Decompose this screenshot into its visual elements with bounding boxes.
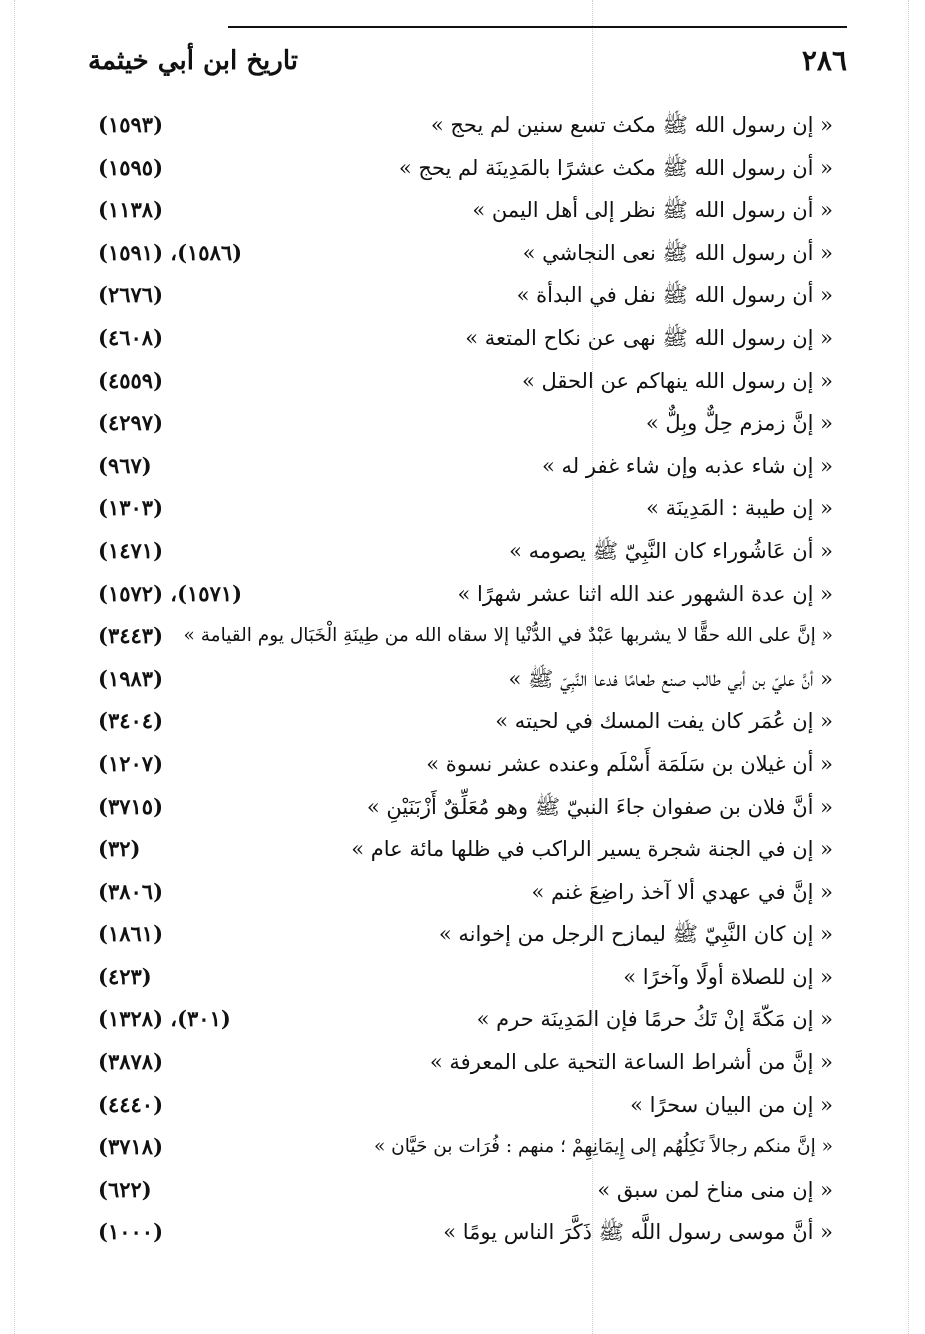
hadith-incipit: « إنَّ على الله حقًّا لا يشربها عَبْدٌ في الدُّنْيا إلا سقاه الله من طِينَةِ الْخَبَال يوم القيامة » — [183, 625, 833, 647]
entry-reference-number: (١٨٦١) — [98, 921, 163, 947]
entry-reference-number: (٤٢٣) — [98, 963, 152, 989]
index-entry — [0, 360, 925, 403]
hadith-incipit: « إن مَكّةَ إنْ تَكُ حرمًا فإن المَدِينَة حرم » — [476, 1007, 833, 1032]
entry-reference-number: (٦٢٢) — [98, 1176, 152, 1202]
hadith-incipit: « إن كان النَّبِيّ ﷺ ليمازح الرجل من إخوانه » — [438, 922, 833, 947]
index-entry — [0, 274, 925, 317]
entry-reference-number: (١٢٠٧) — [98, 750, 163, 776]
entry-reference-number: (٣٢) — [98, 836, 141, 862]
hadith-incipit: « أن رسول الله ﷺ نفل في البدأة » — [516, 283, 833, 308]
hadith-incipit: « إنَّ زمزم حِلٌّ وبِلٌّ » — [645, 411, 833, 436]
hadith-incipit: « أن رسول الله ﷺ مكث عشرًا بالمَدِينَة لم يحج » — [398, 155, 833, 180]
entry-reference-number: (٣٤٠٤) — [98, 708, 163, 734]
entry-reference-number: (٢٦٧٦) — [98, 282, 163, 308]
entry-reference-number: (٤٥٥٩) — [98, 367, 163, 393]
index-entry — [0, 786, 925, 829]
entry-reference-number: (١٣٠٣) — [98, 495, 163, 521]
index-entry — [0, 573, 925, 616]
page-number: ٢٨٦ — [801, 44, 847, 77]
index-entry — [0, 956, 925, 999]
entry-reference-number: (٣٧١٨) — [98, 1134, 163, 1160]
hadith-incipit: « إن من البيان سحرًا » — [630, 1092, 833, 1117]
index-entry — [0, 104, 925, 147]
index-entry — [0, 189, 925, 232]
entry-reference-number: (٤٢٩٧) — [98, 410, 163, 436]
entry-reference-number: (١٥٩٥) — [98, 154, 163, 180]
entry-reference-number: (٩٦٧) — [98, 452, 152, 478]
hadith-incipit: « أن رسول الله ﷺ نعى النجاشي » — [522, 240, 833, 265]
index-entry — [0, 615, 925, 658]
index-entry — [0, 871, 925, 914]
entry-reference-number: (٣٨٧٨) — [98, 1049, 163, 1075]
index-entry — [0, 232, 925, 275]
entry-reference-number: (١٥٨٦)، (١٥٩١) — [98, 239, 243, 265]
index-entry — [0, 913, 925, 956]
header-rule — [228, 26, 847, 28]
hadith-incipit: « إن عُمَر كان يفت المسك في لحيته » — [495, 709, 833, 734]
index-entry — [0, 1041, 925, 1084]
hadith-incipit: « أن رسول الله ﷺ نظر إلى أهل اليمن » — [472, 198, 833, 223]
hadith-incipit: « إن رسول الله ﷺ نهى عن نكاح المتعة » — [465, 325, 833, 350]
index-entry — [0, 700, 925, 743]
hadith-incipit: « إن للصلاة أولًا وآخرًا » — [623, 964, 833, 989]
hadith-incipit: « إن طيبة : المَدِينَة » — [646, 496, 833, 521]
hadith-incipit: « إن في الجنة شجرة يسير الراكب في ظلها مائة عام » — [351, 837, 833, 862]
hadith-incipit: « أنَّ فلان بن صفوان جاءَ النبيّ ﷺ وهو مُعَلِّقٌ أَزْبَنَيْنِ » — [366, 794, 833, 819]
hadith-incipit: « أنَّ موسى رسول اللَّه ﷺ ذَكَّرَ الناس يومًا » — [443, 1220, 833, 1245]
hadith-incipit: « إنَّ منكم رجالاً نَكِلُهُم إلى إِيمَانِهِمْ ؛ منهم : فُرَات بن حَيَّان » — [373, 1136, 833, 1158]
entry-reference-number: (١٠٠٠) — [98, 1219, 163, 1245]
index-entry — [0, 445, 925, 488]
entry-reference-number: (٣٧١٥) — [98, 793, 163, 819]
hadith-incipit: « أن غيلان بن سَلَمَة أَسْلَم وعنده عشر نسوة » — [426, 751, 833, 776]
index-entry — [0, 1211, 925, 1254]
hadith-incipit: « إن شاء عذبه وإن شاء غفر له » — [542, 453, 833, 478]
index-entry — [0, 402, 925, 445]
index-entry — [0, 743, 925, 786]
hadith-incipit: « إنَّ في عهدي ألا آخذ راضِعَ غنم » — [531, 879, 833, 904]
hadith-incipit: « إن منى مناخ لمن سبق » — [597, 1177, 833, 1202]
book-title: تاريخ ابن أبي خيثمة — [88, 46, 299, 76]
entry-reference-number: (١٥٧١)، (١٥٧٢) — [98, 580, 243, 606]
index-entry — [0, 530, 925, 573]
entry-reference-number: (١١٣٨) — [98, 197, 163, 223]
entry-reference-number: (٣٠١)، (١٣٢٨) — [98, 1006, 231, 1032]
hadith-incipit: « أن عَاشُوراء كان النَّبِيّ ﷺ يصومه » — [509, 538, 833, 563]
index-entry — [0, 998, 925, 1041]
index-entry — [0, 828, 925, 871]
index-entry — [0, 1126, 925, 1169]
hadith-incipit: « إنَّ من أشراط الساعة التحية على المعرفة » — [429, 1050, 833, 1075]
hadith-incipit: « إن رسول الله ﷺ مكث تسع سنين لم يحج » — [430, 113, 833, 137]
entry-reference-number: (١٤٧١) — [98, 537, 163, 563]
entry-reference-number: (١٩٨٣) — [98, 665, 163, 691]
entry-reference-number: (٤٤٤٠) — [98, 1091, 163, 1117]
index-entry — [0, 487, 925, 530]
entry-reference-number: (٣٨٠٦) — [98, 878, 163, 904]
index-entry — [0, 658, 925, 701]
entry-reference-number: (٣٤٤٣) — [98, 623, 163, 649]
hadith-incipit: « إن رسول الله ينهاكم عن الحقل » — [521, 368, 833, 393]
index-entry — [0, 1084, 925, 1127]
entry-reference-number: (١٥٩٣) — [98, 112, 163, 137]
index-entry — [0, 317, 925, 360]
page-header — [88, 44, 847, 88]
index-entry — [0, 147, 925, 190]
index-entries — [0, 104, 925, 1254]
entry-reference-number: (٤٦٠٨) — [98, 324, 163, 350]
index-entry — [0, 1169, 925, 1212]
hadith-incipit: « أنَّ عليّ بن أبي طالب صنع طعامًا فدعا النَّبِيّ ﷺ » — [508, 666, 833, 691]
hadith-incipit: « إن عدة الشهور عند الله اثنا عشر شهرًا » — [457, 581, 833, 606]
